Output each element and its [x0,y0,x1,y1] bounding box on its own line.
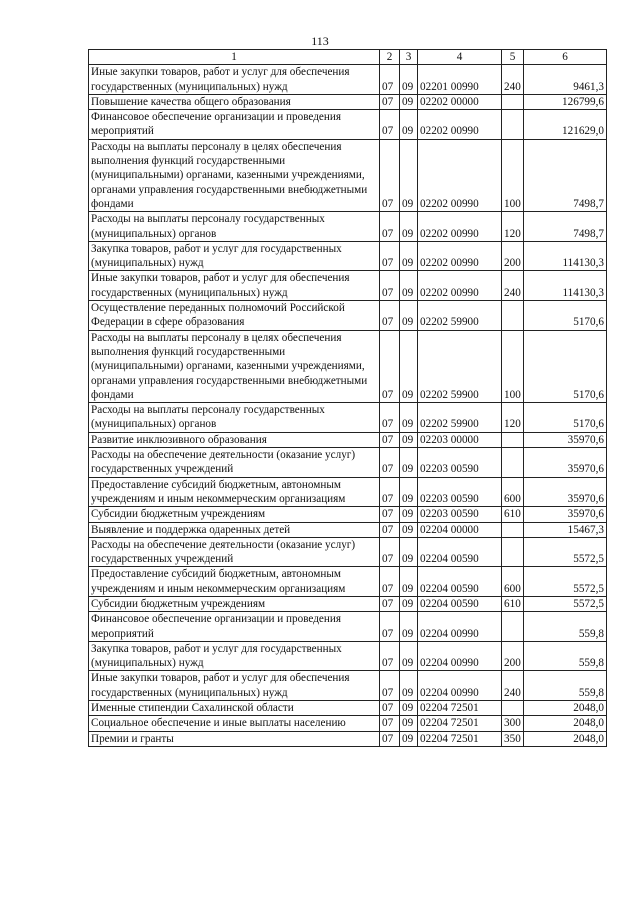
row-amount-cell: 5170,6 [524,301,607,331]
table-row [89,567,607,597]
row-podrazdel-cell: 09 [400,612,418,642]
table-row [89,671,607,701]
row-razdel-cell: 07 [380,567,400,597]
row-razdel-cell: 07 [380,671,400,701]
table-row [89,612,607,642]
row-csr-cell: 02204 72501 [418,731,502,746]
col-header-amount: 6 [524,50,607,65]
row-razdel-cell: 07 [380,477,400,507]
row-amount-cell: 559,8 [524,641,607,671]
row-vr-cell: 600 [502,567,524,597]
table-row [89,212,607,242]
row-vr-cell: 120 [502,212,524,242]
row-csr-cell: 02203 00590 [418,448,502,478]
page-number: 113 [311,34,329,48]
row-razdel-cell: 07 [380,330,400,402]
row-name-cell: Расходы на выплаты персоналу в целях обеспечения выполнения функций государственными (муниципальными) органами, казенными учреждениями, органами управления государственными внебюджетными фондами [89,330,380,402]
row-csr-cell: 02201 00990 [418,65,502,95]
table-row [89,301,607,331]
row-csr-cell: 02202 00990 [418,110,502,140]
row-vr-cell [502,612,524,642]
row-amount-cell: 559,8 [524,612,607,642]
row-csr-cell: 02202 59900 [418,330,502,402]
row-vr-cell: 120 [502,403,524,433]
row-amount-cell: 5572,5 [524,567,607,597]
row-podrazdel-cell: 09 [400,271,418,301]
table-row [89,537,607,567]
row-razdel-cell: 07 [380,731,400,746]
row-name-cell: Расходы на выплаты персоналу государственных (муниципальных) органов [89,403,380,433]
row-name-cell: Иные закупки товаров, работ и услуг для обеспечения государственных (муниципальных) нужд [89,671,380,701]
row-amount-cell: 2048,0 [524,731,607,746]
row-csr-cell: 02204 72501 [418,701,502,716]
table-row [89,241,607,271]
row-podrazdel-cell: 09 [400,94,418,109]
row-razdel-cell: 07 [380,522,400,537]
row-vr-cell: 610 [502,507,524,522]
table-row [89,507,607,522]
row-razdel-cell: 07 [380,65,400,95]
table-row [89,271,607,301]
row-name-cell: Иные закупки товаров, работ и услуг для обеспечения государственных (муниципальных) нужд [89,271,380,301]
row-name-cell: Закупка товаров, работ и услуг для государственных (муниципальных) нужд [89,241,380,271]
row-vr-cell: 200 [502,241,524,271]
row-amount-cell: 5572,5 [524,596,607,611]
row-vr-cell: 200 [502,641,524,671]
row-amount-cell: 35970,6 [524,432,607,447]
row-csr-cell: 02204 00990 [418,641,502,671]
row-amount-cell: 9461,3 [524,65,607,95]
row-name-cell: Закупка товаров, работ и услуг для государственных (муниципальных) нужд [89,641,380,671]
table-row [89,94,607,109]
row-podrazdel-cell: 09 [400,241,418,271]
row-name-cell: Расходы на выплаты персоналу в целях обеспечения выполнения функций государственными (муниципальными) органами, казенными учреждениями, органами управления государственными внебюджетными фондами [89,139,380,211]
row-razdel-cell: 07 [380,241,400,271]
row-csr-cell: 02204 00000 [418,522,502,537]
row-name-cell: Иные закупки товаров, работ и услуг для обеспечения государственных (муниципальных) нужд [89,65,380,95]
row-amount-cell: 126799,6 [524,94,607,109]
row-vr-cell [502,448,524,478]
budget-table [88,49,607,747]
row-amount-cell: 2048,0 [524,716,607,731]
row-csr-cell: 02204 00590 [418,567,502,597]
row-vr-cell: 100 [502,330,524,402]
row-razdel-cell: 07 [380,403,400,433]
row-podrazdel-cell: 09 [400,110,418,140]
row-razdel-cell: 07 [380,448,400,478]
row-podrazdel-cell: 09 [400,301,418,331]
row-razdel-cell: 07 [380,94,400,109]
row-podrazdel-cell: 09 [400,212,418,242]
row-razdel-cell: 07 [380,139,400,211]
row-razdel-cell: 07 [380,716,400,731]
row-podrazdel-cell: 09 [400,701,418,716]
table-row [89,330,607,402]
table-row [89,596,607,611]
row-name-cell: Именные стипендии Сахалинской области [89,701,380,716]
table-row [89,731,607,746]
col-header-name: 1 [89,50,380,65]
row-podrazdel-cell: 09 [400,507,418,522]
row-name-cell: Финансовое обеспечение организации и проведения мероприятий [89,612,380,642]
row-csr-cell: 02204 00590 [418,537,502,567]
row-podrazdel-cell: 09 [400,522,418,537]
col-header-razdel: 2 [380,50,400,65]
table-row [89,65,607,95]
row-amount-cell: 7498,7 [524,212,607,242]
row-podrazdel-cell: 09 [400,477,418,507]
row-csr-cell: 02204 00990 [418,612,502,642]
row-vr-cell: 610 [502,596,524,611]
row-vr-cell: 100 [502,139,524,211]
row-csr-cell: 02203 00590 [418,477,502,507]
col-header-csr: 4 [418,50,502,65]
row-amount-cell: 35970,6 [524,507,607,522]
row-podrazdel-cell: 09 [400,596,418,611]
row-vr-cell [502,301,524,331]
row-csr-cell: 02202 59900 [418,301,502,331]
table-row [89,716,607,731]
table-row [89,110,607,140]
row-razdel-cell: 07 [380,612,400,642]
row-podrazdel-cell: 09 [400,448,418,478]
row-csr-cell: 02203 00590 [418,507,502,522]
row-amount-cell: 35970,6 [524,448,607,478]
row-csr-cell: 02204 72501 [418,716,502,731]
row-amount-cell: 121629,0 [524,110,607,140]
row-csr-cell: 02202 00990 [418,139,502,211]
table-row [89,403,607,433]
row-name-cell: Выявление и поддержка одаренных детей [89,522,380,537]
row-amount-cell: 114130,3 [524,271,607,301]
row-razdel-cell: 07 [380,537,400,567]
row-razdel-cell: 07 [380,701,400,716]
row-name-cell: Осуществление переданных полномочий Российской Федерации в сфере образования [89,301,380,331]
table-row [89,641,607,671]
row-vr-cell: 240 [502,271,524,301]
row-amount-cell: 15467,3 [524,522,607,537]
row-name-cell: Развитие инклюзивного образования [89,432,380,447]
row-name-cell: Расходы на обеспечение деятельности (оказание услуг) государственных учреждений [89,448,380,478]
row-csr-cell: 02202 00000 [418,94,502,109]
row-amount-cell: 5170,6 [524,403,607,433]
table-row [89,477,607,507]
row-razdel-cell: 07 [380,641,400,671]
row-amount-cell: 2048,0 [524,701,607,716]
table-header [89,50,607,65]
row-amount-cell: 5170,6 [524,330,607,402]
row-name-cell: Социальное обеспечение и иные выплаты населению [89,716,380,731]
row-podrazdel-cell: 09 [400,330,418,402]
row-podrazdel-cell: 09 [400,641,418,671]
header-row [89,50,607,65]
row-vr-cell: 350 [502,731,524,746]
row-vr-cell [502,522,524,537]
row-podrazdel-cell: 09 [400,567,418,597]
row-razdel-cell: 07 [380,271,400,301]
row-podrazdel-cell: 09 [400,537,418,567]
col-header-podrazdel: 3 [400,50,418,65]
row-podrazdel-cell: 09 [400,432,418,447]
row-vr-cell [502,537,524,567]
row-name-cell: Субсидии бюджетным учреждениям [89,507,380,522]
row-vr-cell: 240 [502,671,524,701]
row-razdel-cell: 07 [380,507,400,522]
row-csr-cell: 02203 00000 [418,432,502,447]
row-csr-cell: 02202 59900 [418,403,502,433]
row-vr-cell: 600 [502,477,524,507]
row-razdel-cell: 07 [380,432,400,447]
row-name-cell: Расходы на выплаты персоналу государственных (муниципальных) органов [89,212,380,242]
row-vr-cell [502,110,524,140]
row-amount-cell: 559,8 [524,671,607,701]
row-razdel-cell: 07 [380,301,400,331]
row-razdel-cell: 07 [380,596,400,611]
table-row [89,432,607,447]
row-amount-cell: 7498,7 [524,139,607,211]
row-csr-cell: 02204 00990 [418,671,502,701]
row-name-cell: Финансовое обеспечение организации и проведения мероприятий [89,110,380,140]
table-body [89,65,607,747]
row-amount-cell: 114130,3 [524,241,607,271]
row-vr-cell: 240 [502,65,524,95]
col-header-vr: 5 [502,50,524,65]
table-row [89,522,607,537]
row-name-cell: Предоставление субсидий бюджетным, автономным учреждениям и иным некоммерческим организациям [89,477,380,507]
row-podrazdel-cell: 09 [400,65,418,95]
table-row [89,701,607,716]
row-name-cell: Повышение качества общего образования [89,94,380,109]
row-csr-cell: 02202 00990 [418,241,502,271]
row-razdel-cell: 07 [380,212,400,242]
row-vr-cell [502,701,524,716]
row-name-cell: Премии и гранты [89,731,380,746]
row-podrazdel-cell: 09 [400,139,418,211]
row-csr-cell: 02204 00590 [418,596,502,611]
row-podrazdel-cell: 09 [400,716,418,731]
row-name-cell: Расходы на обеспечение деятельности (оказание услуг) государственных учреждений [89,537,380,567]
row-podrazdel-cell: 09 [400,671,418,701]
row-csr-cell: 02202 00990 [418,212,502,242]
row-vr-cell [502,94,524,109]
row-vr-cell: 300 [502,716,524,731]
row-vr-cell [502,432,524,447]
table-row [89,448,607,478]
row-name-cell: Субсидии бюджетным учреждениям [89,596,380,611]
row-razdel-cell: 07 [380,110,400,140]
row-podrazdel-cell: 09 [400,403,418,433]
row-amount-cell: 35970,6 [524,477,607,507]
row-csr-cell: 02202 00990 [418,271,502,301]
row-name-cell: Предоставление субсидий бюджетным, автономным учреждениям и иным некоммерческим организациям [89,567,380,597]
row-amount-cell: 5572,5 [524,537,607,567]
row-podrazdel-cell: 09 [400,731,418,746]
table-row [89,139,607,211]
